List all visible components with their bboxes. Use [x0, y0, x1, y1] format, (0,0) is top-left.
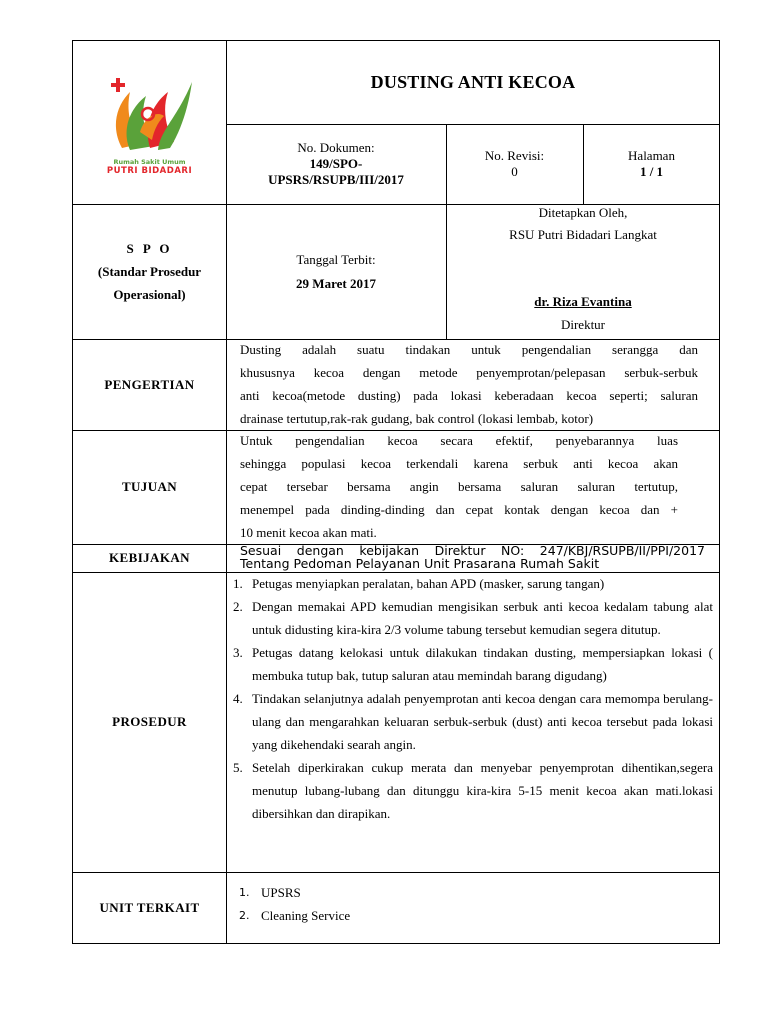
- pengertian-label-cell: [73, 339, 226, 430]
- page-label: Halaman: [628, 148, 675, 163]
- prosedur-step-text: Setelah diperkirakan cukup merata dan menyebar penyemprotan dihentikan,segera menutup lubang-lubang dan ditunggu kira-kira 5-15 menit kecoa akan mati.lokasi dibersihkan dan dirapikan.: [252, 760, 713, 821]
- kebijakan-line-1: Sesuai dengan kebijakan Direktur NO: 247/KBJ/RSUPB/II/PPI/2017: [240, 543, 705, 558]
- kebijakan-text: [240, 544, 705, 570]
- page-value: 1 / 1: [639, 164, 664, 179]
- approval-institution: RSU Putri Bidadari Langkat: [509, 227, 657, 242]
- pengertian-text: [240, 338, 698, 430]
- doc-number-value-2: UPSRS/RSUPB/III/2017: [268, 172, 404, 187]
- unit-item-number: 2.: [239, 909, 250, 922]
- prosedur-step: [230, 641, 713, 687]
- unit-terkait-label-cell: [73, 872, 226, 944]
- unit-item: [233, 904, 633, 927]
- hospital-logo-icon: [100, 70, 200, 154]
- prosedur-step-text: Petugas menyiapkan peralatan, bahan APD (masker, sarung tangan): [252, 576, 605, 591]
- pengertian-line-4: drainase tertutup,rak-rak gudang, bak control (lokasi lembab, kotor): [240, 411, 594, 426]
- prosedur-step-number: 3.: [233, 645, 243, 660]
- title-cell: [226, 41, 720, 124]
- prosedur-label: PROSEDUR: [112, 714, 187, 729]
- pengertian-label: PENGERTIAN: [104, 376, 195, 392]
- spo-subtitle-1: (Standar Prosedur: [97, 264, 202, 279]
- unit-item-text: Cleaning Service: [261, 908, 351, 923]
- revision-cell: [446, 124, 583, 204]
- prosedur-step: [230, 572, 713, 595]
- page-cell: [583, 124, 720, 204]
- logo-text-line2: PUTRI BIDADARI: [106, 165, 193, 176]
- unit-terkait-items: [233, 881, 633, 927]
- kebijakan-label: KEBIJAKAN: [109, 550, 190, 565]
- tujuan-line-4: menempel pada dinding-dinding dan cepat kontak dengan kecoa dan +: [240, 502, 678, 517]
- approval-set-by: Ditetapkan Oleh,: [538, 205, 628, 220]
- approval-signer-title: Direktur: [560, 317, 606, 332]
- spo-document: [72, 40, 720, 944]
- approval-signer: dr. Riza Evantina: [534, 294, 632, 309]
- prosedur-step-number: 5.: [233, 760, 243, 775]
- pengertian-line-1: Dusting adalah suatu tindakan untuk pengendalian serangga dan: [240, 342, 698, 357]
- prosedur-step-number: 2.: [233, 599, 243, 614]
- tujuan-line-2: sehingga populasi kecoa terkendali karena serbuk anti kecoa akan: [240, 456, 678, 471]
- tujuan-label: TUJUAN: [121, 479, 178, 494]
- tujuan-line-5: 10 menit kecoa akan mati.: [240, 525, 377, 540]
- unit-item-text: UPSRS: [261, 885, 301, 900]
- prosedur-step-text: Petugas datang kelokasi untuk dilakukan tindakan dusting, mempersiapkan lokasi ( membuka tutup bak, tutup saluran atau memindah barang digudang): [252, 645, 713, 683]
- spo-title: S P O: [126, 241, 173, 256]
- prosedur-label-cell: [73, 572, 226, 872]
- tujuan-label-cell: [73, 430, 226, 544]
- prosedur-step: [230, 595, 713, 641]
- approval-cell: [446, 204, 720, 339]
- tujuan-line-1: Untuk pengendalian kecoa secara efektif, penyebarannya luas: [240, 433, 678, 448]
- issue-date-value: 29 Maret 2017: [296, 275, 376, 291]
- prosedur-steps: [230, 572, 713, 825]
- logo-text-line1: Rumah Sakit Umum: [113, 157, 186, 166]
- pengertian-line-2: khususnya kecoa dengan metode penyemprotan/pelepasan serbuk-serbuk: [240, 365, 698, 380]
- unit-item: [233, 881, 633, 904]
- document-title: DUSTING ANTI KECOA: [370, 72, 576, 92]
- doc-number-cell: [226, 124, 446, 204]
- spo-subtitle-2: Operasional): [113, 287, 186, 302]
- prosedur-step: [230, 687, 713, 756]
- unit-terkait-list: [233, 881, 633, 927]
- prosedur-step-number: 4.: [233, 691, 243, 706]
- issue-date-cell: [226, 204, 446, 339]
- prosedur-list: [230, 572, 713, 825]
- issue-date-label: Tanggal Terbit:: [296, 251, 376, 267]
- spo-label-cell: [73, 204, 226, 339]
- kebijakan-label-cell: [73, 544, 226, 572]
- kebijakan-line-2: Tentang Pedoman Pelayanan Unit Prasarana Rumah Sakit: [240, 556, 600, 571]
- tujuan-line-3: cepat tersebar bersama angin bersama saluran saluran tertutup,: [240, 479, 678, 494]
- prosedur-step-text: Tindakan selanjutnya adalah penyemprotan anti kecoa dengan cara memompa berulang-ulang dan mengarahkan keluaran serbuk-serbuk (dust) anti kecoa tersebut pada lokasi yang dikehendaki searah angin.: [252, 691, 713, 752]
- logo-cell: [73, 41, 226, 204]
- prosedur-step-number: 1.: [233, 576, 243, 591]
- doc-number-label: No. Dokumen:: [297, 140, 375, 155]
- unit-terkait-label: UNIT TERKAIT: [99, 900, 200, 915]
- pengertian-line-3: anti kecoa(metode dusting) pada lokasi keberadaan kecoa seperti; saluran: [240, 388, 698, 403]
- revision-value: 0: [511, 164, 518, 179]
- unit-item-number: 1.: [239, 886, 250, 899]
- revision-label: No. Revisi:: [484, 148, 545, 163]
- doc-number-value-1: 149/SPO-: [309, 156, 363, 171]
- prosedur-step: [230, 756, 713, 825]
- tujuan-text: [240, 429, 678, 544]
- prosedur-step-text: Dengan memakai APD kemudian mengisikan serbuk anti kecoa kedalam tabung alat untuk didusting kira-kira 2/3 volume tabung tersebut kemudian segera ditutup.: [252, 599, 713, 637]
